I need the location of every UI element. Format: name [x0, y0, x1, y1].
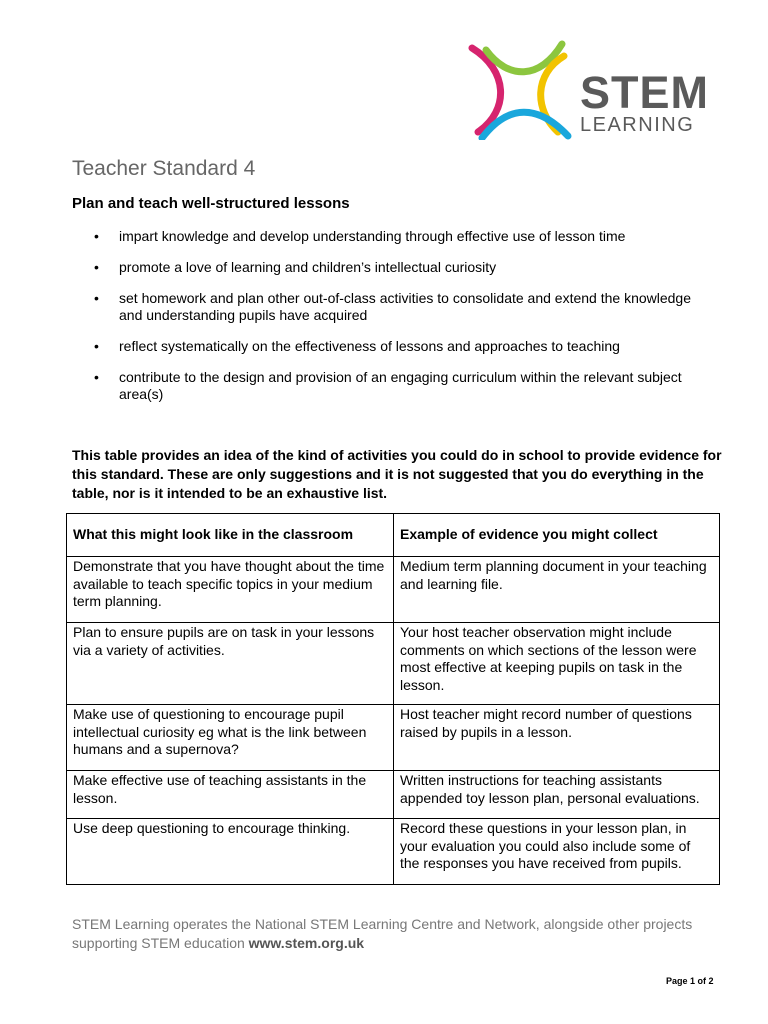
table-row: [67, 705, 720, 771]
table-cell: Demonstrate that you have thought about the time available to teach specific topics in your medium term planning.: [67, 557, 394, 623]
table-cell: Medium term planning document in your teaching and learning file.: [394, 557, 720, 623]
page-number: Page 1 of 2: [666, 976, 714, 986]
table-row: [67, 557, 720, 623]
page-subtitle: Plan and teach well-structured lessons: [72, 195, 350, 212]
stem-logo-mark-icon: [468, 40, 578, 140]
page-title: Teacher Standard 4: [72, 157, 256, 180]
stem-learning-logo: [468, 40, 708, 140]
footer-note: [72, 915, 732, 953]
table-cell: Record these questions in your lesson plan, in your evaluation you could also include some of the responses you have received from pupils.: [394, 819, 720, 885]
bullet-item: • promote a love of learning and children’s intellectual curiosity: [72, 259, 712, 276]
logo-brand-text: STEM: [580, 67, 710, 118]
footer-link[interactable]: www.stem.org.uk: [248, 935, 365, 951]
column-header-evidence: Example of evidence you might collect: [394, 514, 720, 557]
table-cell: Written instructions for teaching assistants appended toy lesson plan, personal evaluations.: [394, 771, 720, 819]
evidence-table: [66, 513, 720, 885]
bullet-item: • set homework and plan other out-of-class activities to consolidate and extend the knowledge and understanding pupils have acquired: [72, 290, 712, 324]
table-cell: Host teacher might record number of questions raised by pupils in a lesson.: [394, 705, 720, 771]
table-cell: Your host teacher observation might include comments on which sections of the lesson were most effective at keeping pupils on task in the lesson.: [394, 623, 720, 705]
bullet-item: • contribute to the design and provision of an engaging curriculum within the relevant subject area(s): [72, 369, 712, 403]
column-header-classroom: What this might look like in the classroom: [67, 514, 394, 557]
bullet-item: • reflect systematically on the effectiveness of lessons and approaches to teaching: [72, 338, 712, 355]
table-cell: Make effective use of teaching assistants in the lesson.: [67, 771, 394, 819]
table-row: [67, 819, 720, 885]
table-cell: Make use of questioning to encourage pupil intellectual curiosity eg what is the link between humans and a supernova?: [67, 705, 394, 771]
logo-sub-text: LEARNING: [580, 114, 695, 136]
footer-text: STEM Learning operates the National STEM Learning Centre and Network, alongside other projects supporting STEM education: [72, 916, 693, 951]
table-cell: Plan to ensure pupils are on task in your lessons via a variety of activities.: [67, 623, 394, 705]
table-header-row: [67, 514, 720, 557]
table-cell: Use deep questioning to encourage thinking.: [67, 819, 394, 885]
table-row: [67, 771, 720, 819]
intro-paragraph: This table provides an idea of the kind of activities you could do in school to provide evidence for this standard. These are only suggestions and it is not suggested that you do everything in the table, nor is it intended to be an exhaustive list.: [72, 447, 722, 501]
bullet-item: • impart knowledge and develop understanding through effective use of lesson time: [72, 228, 712, 245]
standard-bullet-list: [72, 228, 712, 417]
table-row: [67, 623, 720, 705]
